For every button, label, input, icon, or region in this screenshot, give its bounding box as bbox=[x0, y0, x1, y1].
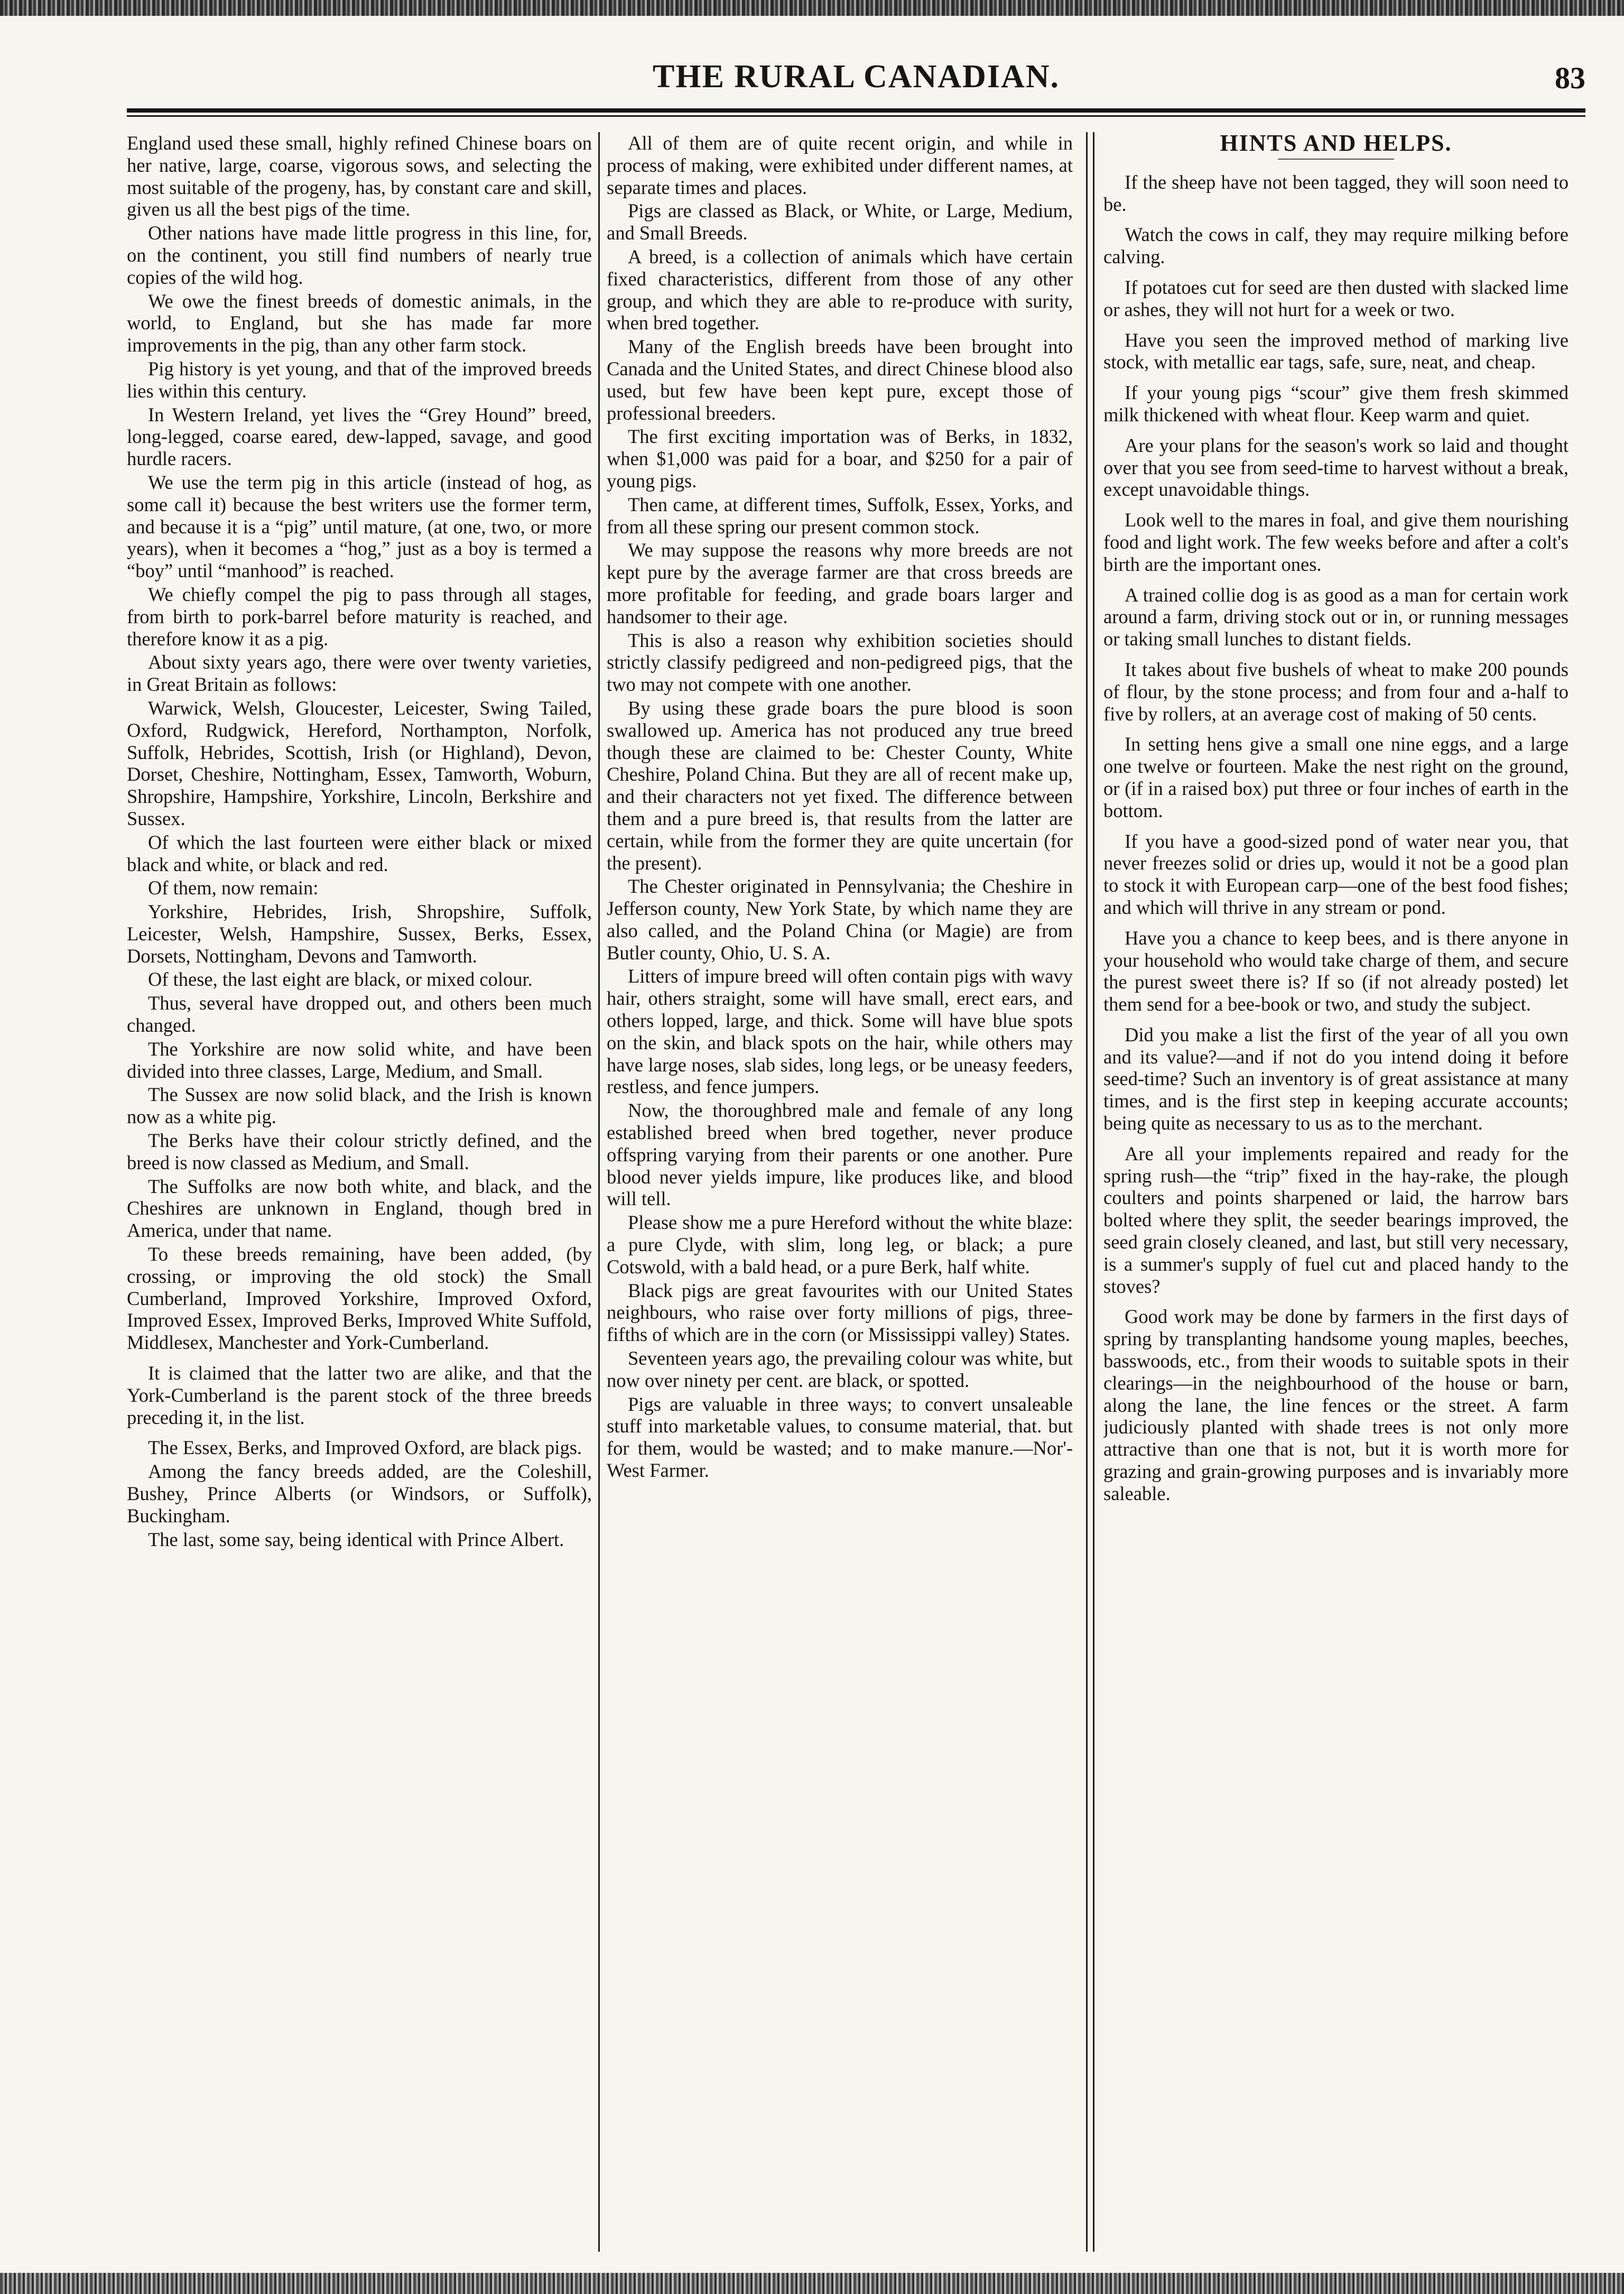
paragraph: Please show me a pure Hereford without the white blaze: a pure Clyde, with slim, long leg, or black; a pure Cotswold, with a bald head, or a pure Berk, half white. bbox=[607, 1211, 1073, 1278]
paragraph: The last, some say, being identical with Prince Albert. bbox=[148, 1528, 564, 1550]
hint-item: If potatoes cut for seed are then dusted with slacked lime or ashes, they will not hurt for a week or two. bbox=[1103, 276, 1569, 320]
heading-rule bbox=[1278, 159, 1394, 160]
paragraph: To these breeds remaining, have been added, (by crossing, or improving the old stock) the Small Cumberland, Improved Yorkshire, Improved Oxford, Improved Essex, Improved Berks, Improved White Suffold, Middlesex, Manchester and York-Cumberland. bbox=[127, 1243, 592, 1354]
paragraph: About sixty years ago, there were over twenty varieties, in Great Britain as follows: bbox=[127, 651, 592, 696]
paragraph: Of these, the last eight are black, or mixed colour. bbox=[148, 968, 533, 991]
paragraph: The Chester originated in Pennsylvania; the Cheshire in Jefferson county, New York State, by which name they are also called, and the Poland China (or Magie) are from Butler county, Ohio, U. S. A. bbox=[607, 875, 1073, 964]
paragraph: Pigs are classed as Black, or White, or Large, Medium, and Small Breeds. bbox=[607, 200, 1073, 244]
newspaper-title: THE RURAL CANADIAN. bbox=[652, 59, 1060, 95]
hint-item: Are your plans for the season's work so laid and thought over that you see from seed-time to harvest without a break, except unavoidable things. bbox=[1103, 434, 1569, 501]
hint-item: Have you seen the improved method of marking live stock, with metallic ear tags, safe, sure, neat, and cheap. bbox=[1103, 329, 1569, 373]
paragraph: England used these small, highly refined Chinese boars on her native, large, coarse, vigorous sows, and selecting the most suitable of the progeny, has, by constant care and skill, given us all the best pigs of the time. bbox=[127, 132, 592, 220]
paragraph: The Berks have their colour strictly defined, and the breed is now classed as Medium, and Small. bbox=[127, 1130, 592, 1173]
paragraph: The Suffolks are now both white, and black, and the Cheshires are unknown in England, though bred in America, under that name. bbox=[127, 1175, 592, 1242]
paragraph: The Sussex are now solid black, and the Irish is known now as a white pig. bbox=[127, 1084, 592, 1128]
paragraph: Other nations have made little progress in this line, for, on the continent, you still find numbers of nearly true copies of the wild hog. bbox=[127, 222, 592, 288]
hint-item: A trained collie dog is as good as a man for certain work around a farm, driving stock out or in, or running messages or taking small lunches to distant fields. bbox=[1103, 584, 1569, 650]
paragraph: We use the term pig in this article (instead of hog, as some call it) because the best writers use the former term, and because it is a “pig” until mature, (at one, two, or more years), when it becomes a “hog,” just as a boy is termed a “boy” until “manhood” is reached. bbox=[127, 471, 592, 582]
top-border-rule bbox=[0, 0, 1624, 16]
paragraph: The first exciting importation was of Berks, in 1832, when $1,000 was paid for a boar, and $250 for a pair of young pigs. bbox=[607, 426, 1073, 492]
paragraph: It is claimed that the latter two are alike, and that the York-Cumberland is the parent stock of the three breeds preceding it, in the list. bbox=[127, 1362, 592, 1428]
paragraph: Of which the last fourteen were either black or mixed black and white, or black and red. bbox=[127, 831, 592, 875]
breed-list: Yorkshire, Hebrides, Irish, Shropshire, Suffolk, Leicester, Welsh, Hampshire, Sussex, Berks, Essex, Dorsets, Nottingham, Devons and Tamworth. bbox=[127, 901, 592, 967]
hints-column bbox=[1103, 132, 1569, 2246]
paragraph: The Yorkshire are now solid white, and have been divided into three classes, Large, Medium, and Small. bbox=[127, 1038, 592, 1082]
hint-item: If your young pigs “scour” give them fresh skimmed milk thickened with wheat flour. Keep warm and quiet. bbox=[1103, 382, 1569, 426]
section-heading: HINTS AND HELPS. bbox=[1220, 132, 1452, 156]
page-number: 83 bbox=[1555, 61, 1585, 95]
hint-item: In setting hens give a small one nine eggs, and a large one twelve or fourteen. Make the nest right on the ground, or (if in a raised box) put three or four inches of earth in the bottom. bbox=[1103, 733, 1569, 821]
hint-item: Good work may be done by farmers in the first days of spring by transplanting handsome young maples, beeches, basswoods, etc., from their woods to suitable spots in their clearings—in the neighbourhood of the house or barn, along the lane, the line fences or the street. A farm judiciously planted with shade trees is not only more attractive than one that is not, but it is worth more for grazing and grain-growing purposes and is invariably more saleable. bbox=[1103, 1306, 1569, 1504]
hint-item: If you have a good-sized pond of water near you, that never freezes solid or dries up, would it not be a good plan to stock it with European carp—one of the best food fishes; and which will thrive in any stream or pond. bbox=[1103, 830, 1569, 918]
hint-item: If the sheep have not been tagged, they will soon need to be. bbox=[1103, 171, 1569, 215]
paragraph: All of them are of quite recent origin, and while in process of making, were exhibited under different names, at separate times and places. bbox=[607, 132, 1073, 198]
breed-list: Warwick, Welsh, Gloucester, Leicester, Swing Tailed, Oxford, Rudgwick, Hereford, Northampton, Norfolk, Suffolk, Hebrides, Scottish, Irish (or Highland), Devon, Dorset, Cheshire, Nottingham, Essex, Tamworth, Woburn, Shropshire, Hampshire, Yorkshire, Lincoln, Berkshire and Sussex. bbox=[127, 697, 592, 829]
header-rule-thin bbox=[127, 115, 1585, 117]
masthead bbox=[127, 58, 1585, 106]
hint-item: Look well to the mares in foal, and give them nourishing food and light work. The few weeks before and after a colt's birth are the important ones. bbox=[1103, 509, 1569, 575]
paragraph: The Essex, Berks, and Improved Oxford, are black pigs. bbox=[148, 1437, 582, 1459]
header-rule bbox=[127, 108, 1585, 113]
paragraph: Thus, several have dropped out, and others been much changed. bbox=[127, 992, 592, 1037]
hint-item: Are all your implements repaired and ready for the spring rush—the “trip” fixed in the hay-rake, the plough coulters and points sharpened or laid, the harrow bars bolted where they split, the seeder bearings improved, the seed grain closely cleaned, and last, but still very necessary, is a summer's supply of fuel cut and placed handy to the stoves? bbox=[1103, 1142, 1569, 1297]
paragraph: Seventeen years ago, the prevailing colour was white, but now over ninety per cent. are black, or spotted. bbox=[607, 1347, 1073, 1391]
paragraph: Black pigs are great favourites with our United States neighbours, who raise over forty millions of pigs, three-fifths of which are in the corn (or Mississippi valley) States. bbox=[607, 1279, 1073, 1346]
column-divider-2 bbox=[1086, 132, 1088, 2252]
column-divider-1 bbox=[598, 132, 600, 2252]
paragraph: Many of the English breeds have been brought into Canada and the United States, and direct Chinese blood also used, but few have been kept pure, except those of professional breeders. bbox=[607, 336, 1073, 424]
article-column-2 bbox=[607, 132, 1073, 2246]
paragraph: Then came, at different times, Suffolk, Essex, Yorks, and from all these spring our present common stock. bbox=[607, 493, 1073, 538]
bottom-border-rule bbox=[0, 2273, 1624, 2294]
paragraph: Of them, now remain: bbox=[148, 877, 319, 899]
hint-item: Have you a chance to keep bees, and is there anyone in your household who would take charge of them, and secure the purest sweet there is? If so (if not already posted) let them send for a bee-book or two, and study the subject. bbox=[1103, 927, 1569, 1015]
hint-item: Watch the cows in calf, they may require milking before calving. bbox=[1103, 224, 1569, 268]
paragraph: Among the fancy breeds added, are the Coleshill, Bushey, Prince Alberts (or Windsors, or Suffolk), Buckingham. bbox=[127, 1460, 592, 1527]
paragraph: Pig history is yet young, and that of the improved breeds lies within this century. bbox=[127, 357, 592, 402]
column-divider-2b bbox=[1093, 132, 1094, 2252]
paragraph: By using these grade boars the pure blood is soon swallowed up. America has not produced any true breed though these are claimed to be: Chester County, White Cheshire, Poland China. But they are all of recent make up, and their characters not yet fixed. The difference between them and a pure breed is, that results from the latter are certain, while from the former they are quite uncertain (for the present). bbox=[607, 697, 1073, 874]
paragraph: A breed, is a collection of animals which have certain fixed characteristics, different from those of any other group, and which they are able to re-produce with surity, when bred together. bbox=[607, 245, 1073, 334]
paragraph: Pigs are valuable in three ways; to convert unsaleable stuff into marketable values, to consume material, that. but for them, would be wasted; and to make manure.—Nor'-West Farmer. bbox=[607, 1393, 1073, 1482]
paragraph: Now, the thoroughbred male and female of any long established breed when bred together, never produce offspring varying from their parents or one another. Pure blood never yields impure, like produces like, and blood will tell. bbox=[607, 1099, 1073, 1210]
article-column-1 bbox=[127, 132, 592, 2246]
hint-item: Did you make a list the first of the year of all you own and its value?—and if not do you intend doing it before seed-time? Such an inventory is of great assistance at many times, and is the first step in keeping accurate accounts; being quite as necessary to us as to the merchant. bbox=[1103, 1023, 1569, 1134]
paragraph: Litters of impure breed will often contain pigs with wavy hair, others straight, some will have small, erect ears, and others lopped, large, and thick. Some will have blue spots on the skin, and black spots on the hair, while others may have large noses, slab sides, long legs, or be uneasy feeders, restless, and fence jumpers. bbox=[607, 965, 1073, 1098]
paragraph: In Western Ireland, yet lives the “Grey Hound” breed, long-legged, coarse eared, dew-lapped, savage, and good hurdle racers. bbox=[127, 403, 592, 470]
paragraph: We owe the finest breeds of domestic animals, in the world, to England, but she has made far more improvements in the pig, than any other farm stock. bbox=[127, 290, 592, 356]
paragraph: We may suppose the reasons why more breeds are not kept pure by the average farmer are that cross breeds are more profitable for feeding, and grade boars larger and handsomer to their age. bbox=[607, 539, 1073, 627]
hint-item: It takes about five bushels of wheat to make 200 pounds of flour, by the stone process; and from four and a-half to five by rollers, at an average cost of making of 50 cents. bbox=[1103, 658, 1569, 725]
paragraph: This is also a reason why exhibition societies should strictly classify pedigreed and non-pedigreed pigs, that the two may not compete with one another. bbox=[607, 629, 1073, 696]
paragraph: We chiefly compel the pig to pass through all stages, from birth to pork-barrel before maturity is reached, and therefore know it as a pig. bbox=[127, 583, 592, 650]
